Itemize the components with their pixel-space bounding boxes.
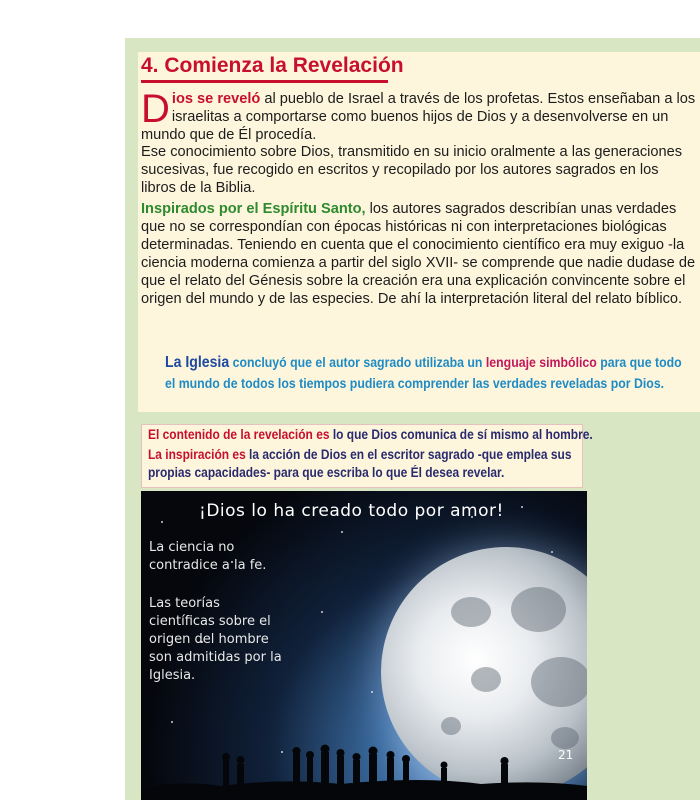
section-title: 4. Comienza la Revelación [141,54,404,77]
quote-church: La Iglesia [165,354,230,371]
definition-inspiration-cont: propias capacidades- para que escriba lo que Él desea revelar. [148,465,505,480]
paragraph-3 [141,200,697,308]
para1-text: al pueblo de Israel a través de los profetas. Estos enseñaban a los israelitas a comportarse como buenos hijos de Dios y a desenvolverse en un mundo que de Él procedía. [141,91,696,143]
para3-highlight: Inspirados por el Espíritu Santo, [141,201,366,217]
para1-highlight: ios se reveló [171,91,261,107]
paragraph-1 [141,87,697,144]
definition-revelation [148,427,593,442]
photo-text-science: La ciencia no contradice a la fe. [149,540,267,573]
moon-photo [141,491,587,800]
page-number: 21 [558,748,574,762]
definition-inspiration-text: la acción de Dios en el escritor sagrado -que emplea sus [245,447,572,462]
paragraph-2: Ese conocimiento sobre Dios, transmitido en su inicio oralmente a las generaciones sucesivas, fue recogido en escritos y recopilado por los autores sagrados en los libros de la Biblia. [141,144,683,196]
photo-text-theories: Las teorías científicas sobre el origen del hombre son admitidas por la Iglesia. [149,596,282,683]
silhouettes [141,740,587,800]
para3-text: los autores sagrados describían unas verdades que no se correspondían con épocas históricas ni con interpretaciones biológicas determinadas. Teniendo en cuenta que el conocimiento científico era muy exiguo -la ciencia moderna comienza a partir del siglo XVII- se comprende que nadie dudase de que el relato del Génesis sobre la creación era una explicación convincente sobre el origen del mundo y de las especies. De ahí la interpretación literal del relato bíblico. [141,201,696,307]
highlight-quote [165,352,693,394]
quote-text-b: para que todo el mundo de todos los tiempos pudiera comprender las verdades reveladas por Dios. [165,354,682,391]
definition-inspiration-term: La inspiración es [148,447,246,462]
title-underline [141,80,388,83]
quote-text-a: concluyó que el autor sagrado utilizaba un [229,354,486,370]
photo-title: ¡Dios lo ha creado todo por amor! [199,501,504,521]
definition-revelation-text: lo que Dios comunica de sí mismo al hombre. [329,427,593,442]
definition-inspiration [148,447,572,462]
drop-cap: D [141,87,170,131]
definition-revelation-term: El contenido de la revelación es [148,427,330,442]
quote-symbolic: lenguaje simbólico [485,354,597,370]
